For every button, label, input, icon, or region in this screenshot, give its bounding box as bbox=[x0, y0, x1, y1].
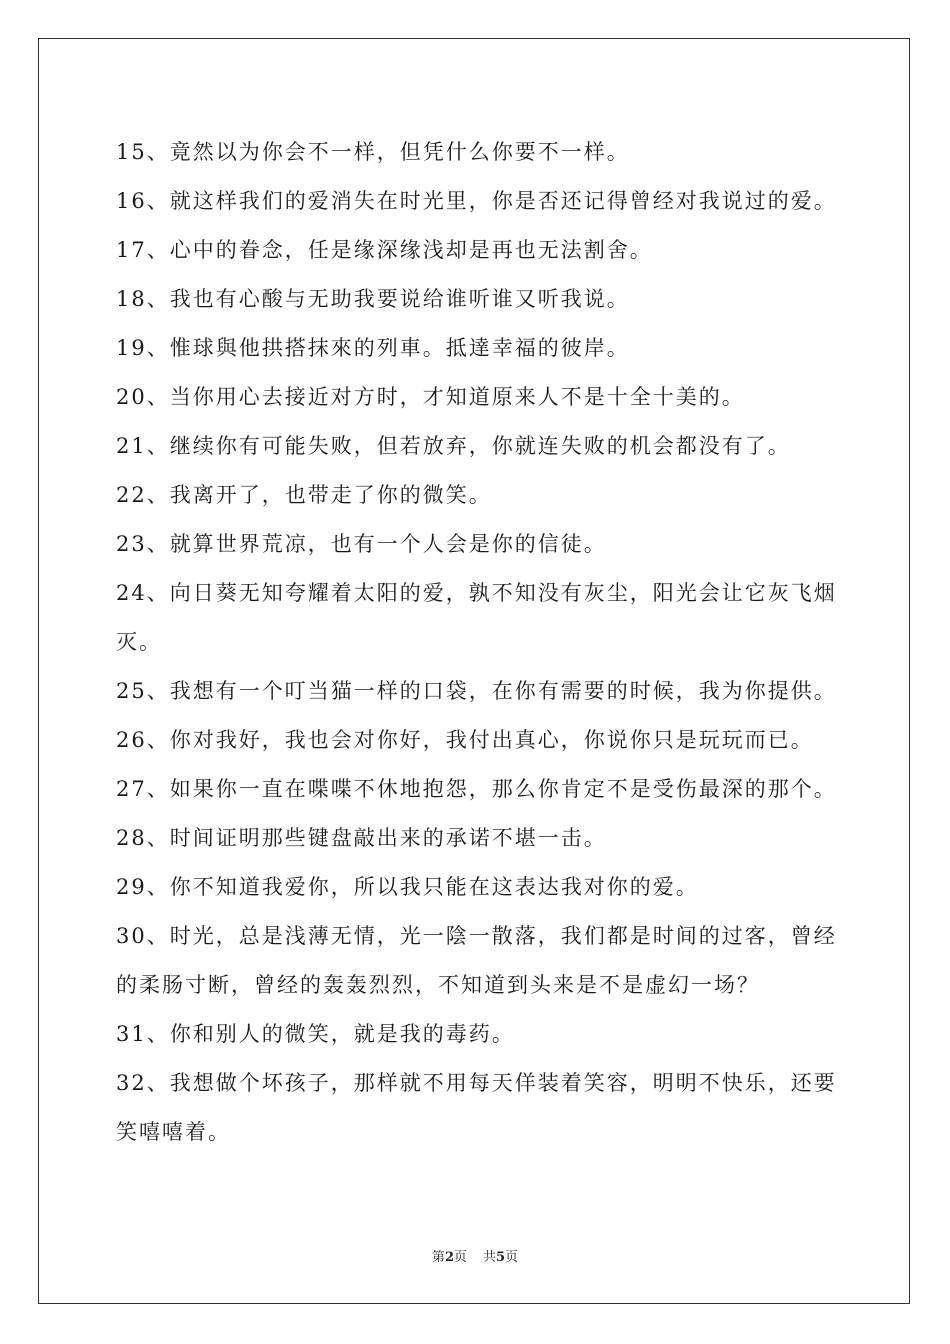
page-number: 2 bbox=[444, 1250, 454, 1265]
quote-entry-30: 30、时光，总是浅薄无情，光一陰一散落，我们都是时间的过客，曾经的柔肠寸断，曾经的轰轰烈烈，不知道到头来是不是虚幻一场？ bbox=[116, 924, 837, 997]
document-body bbox=[116, 128, 856, 1157]
quote-entry-18: 18、我也有心酸与无助我要说给谁听谁又听我说。 bbox=[116, 287, 630, 311]
quote-entry-15: 15、竟然以为你会不一样，但凭什么你要不一样。 bbox=[116, 140, 630, 164]
quote-entry-19: 19、惟球與他拱搭抹來的列車。抵達幸福的彼岸。 bbox=[116, 336, 630, 360]
quote-entry-17: 17、心中的眷念，任是缘深缘浅却是再也无法割舍。 bbox=[116, 238, 653, 262]
quote-entry-32: 32、我想做个坏孩子，那样就不用每天佯装着笑容，明明不快乐，还要笑嘻嘻着。 bbox=[116, 1071, 837, 1144]
quote-entry-28: 28、时间证明那些键盘敲出来的承诺不堪一击。 bbox=[116, 826, 607, 850]
quote-entry-25: 25、我想有一个叮当猫一样的口袋，在你有需要的时候，我为你提供。 bbox=[116, 679, 837, 703]
total-prefix: 共 bbox=[483, 1250, 497, 1265]
quote-entry-31: 31、你和别人的微笑，就是我的毒药。 bbox=[116, 1022, 515, 1046]
page-prefix: 第 bbox=[431, 1250, 445, 1265]
total-suffix: 页 bbox=[505, 1250, 519, 1265]
quote-entry-16: 16、就这样我们的爱消失在时光里，你是否还记得曾经对我说过的爱。 bbox=[116, 189, 837, 213]
quote-entry-21: 21、继续你有可能失败，但若放弃，你就连失败的机会都没有了。 bbox=[116, 434, 791, 458]
quote-entry-24: 24、向日葵无知夸耀着太阳的爱，孰不知没有灰尘，阳光会让它灰飞烟灭。 bbox=[116, 581, 837, 654]
page-suffix: 页 bbox=[453, 1250, 467, 1265]
quote-entry-26: 26、你对我好，我也会对你好，我付出真心，你说你只是玩玩而已。 bbox=[116, 728, 814, 752]
quote-entry-20: 20、当你用心去接近对方时，才知道原来人不是十全十美的。 bbox=[116, 385, 745, 409]
page-footer bbox=[0, 1246, 950, 1265]
quote-entry-29: 29、你不知道我爱你，所以我只能在这表达我对你的爱。 bbox=[116, 875, 699, 899]
quote-entry-23: 23、就算世界荒凉，也有一个人会是你的信徒。 bbox=[116, 532, 607, 556]
total-pages: 5 bbox=[496, 1250, 506, 1265]
quote-entry-22: 22、我离开了，也带走了你的微笑。 bbox=[116, 483, 492, 507]
quote-entry-27: 27、如果你一直在喋喋不休地抱怨，那么你肯定不是受伤最深的那个。 bbox=[116, 777, 837, 801]
